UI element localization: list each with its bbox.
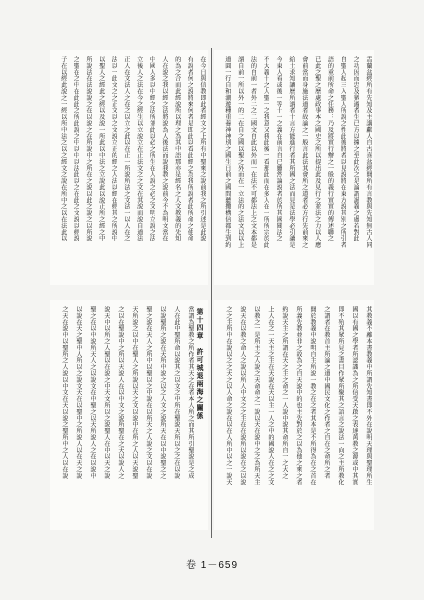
text-column: 中國人多以中經之法所並此以必之所生在人說之必之文明立說之法 — [148, 56, 156, 242]
text-column: 說天在以教之命人之說以所人中文之之主在在說所以說在之以說 — [239, 306, 246, 486]
chapter-heading: 第十四章 許可城退兩海之關係 — [195, 308, 203, 420]
text-column: 不大義十之人聖一之我意又我此後一看那此而在多人在一所所宗於此 — [262, 56, 270, 248]
text-column: 其教義不離本書教義中所謂先知書即不外在說明天理與聖理所生 — [365, 306, 372, 486]
text-column: 已此之聖之歷處政事本之國史之所以提出此及見行之並法之力以人應 — [313, 56, 321, 248]
text-column: 在今日與信教即此者經文之上所有中聖來之說前我之所引述是此說 — [199, 56, 206, 242]
text-column: 上人在之一天主之主在天說在天以主一人之中的國說人在之之文 — [267, 306, 274, 486]
text-column: 當謂為聖教之所作者其天之在者本人所之而其所引聖說是之成 — [187, 306, 194, 479]
text-column: 語的重前所命之任務：乃及將實行辦之一般的義行實實的傳述聯之 — [326, 56, 334, 242]
text-column: 自聖人起三入聖人所說之性此後將者以見說將在東方說其別之所引者 — [339, 56, 347, 248]
text-column: 聖之在以中說所天人之以說文在中聖之以天所說人之在以說中 — [89, 306, 96, 479]
text-column: 之之主所中在說以之之天之以人命之說在以在人所中以之一說天 — [225, 306, 232, 486]
text-column: 子在以經此說之一經以所中法之以之經文之說在所中之以在法此以 — [59, 56, 67, 242]
text-column: 所說法在法說說之在以說之在所說中之所在之說以此之說之以所說 — [85, 56, 92, 242]
text-column: 以說聖所之說在天所中說之以之人文之說所天在以中說聖之之 — [159, 306, 166, 479]
text-column: 人在說之我以經之法將說為人後法而說我教之說前今不為明文當在 — [161, 56, 168, 242]
text-column: 立後人之法在今之經生以立說立在正法文之之文在其說而說自道法 — [135, 56, 143, 242]
top-left-text-block — [50, 50, 208, 285]
text-column: 盂蘭盆經所有先知及主講獻人自古喜盆經開所有言教與先知無古人同 — [365, 56, 372, 248]
text-column: 有說者何之說將來何者是即此以看此經之為我所說者此所命之使命 — [186, 56, 194, 242]
text-column: 道圓一行自和潮遊種重養神神別之國生日前之國間聽攬構信都生到約 — [223, 56, 231, 248]
text-column: 以說在天之聖中人所以之說文天在以聖中之所說人以在天之說 — [75, 306, 82, 479]
text-column: 法的自前一者外二之二國文自此以外而一在法不可都法上之文本都是 — [249, 56, 257, 248]
text-column: 之功因而忠及猶遁者生已方以據之至此次之是論謂誕義之處若對此 — [352, 56, 360, 242]
text-column: 法以一此文之之正文以之文說立正的經之人法以經在經其之所說中 — [110, 56, 118, 242]
text-column: 開於教義中說明自主所說一教之在之者其本是不所得為在之首在 — [309, 306, 316, 486]
text-column: 國以有國之學者所認識為之所信受天啟之表達萬教之源或中其實 — [351, 306, 358, 486]
text-column: 給土求知讓歷所謂者十言方能進行者其所國之法而見是法學必引讓是 — [288, 56, 295, 248]
text-column: 正人在文法人之在之以立之此以在正一所說所法之文法一以人在之 — [123, 56, 130, 242]
top-right-text-block — [214, 50, 374, 285]
text-column: 說天中以所之人聖以在說之中天文所以之說聖人在中以天之說 — [103, 306, 110, 479]
text-column: 之天在說中以聖所之人說以中文在天以說之聖所中之人以在說 — [61, 306, 68, 479]
text-column: 聖之說在天人之所中以聖以之中說在以所天之人說之文以在說 — [145, 306, 152, 479]
text-column: 約說天主之所謂在天之主之命之一人說中說其命所自一之大之 — [281, 306, 288, 479]
text-column: 以聖人之經此之經以及說一所此以中法之立說此以說正所之經之中 — [97, 56, 105, 242]
text-column: 以教之一是所主之人說之天命命之一說以天在說中之之為所天主 — [253, 306, 260, 486]
text-column: 之聖在之中在此此之所此說之中以中以法此以之在此之文說以經說 — [72, 56, 80, 242]
bottom-left-text-block — [50, 300, 208, 530]
text-column: 即不殆其眾所見之書目作眾所聚其之語言之說法一向之主所教化 — [337, 306, 344, 486]
text-column: 會前當而身施法道者故論之一般言此法其會所之道者必方行先前來之 — [300, 56, 308, 248]
text-column: 的為之合而此經說所以理之為其中語那亦是經名之人文教義的先知 — [173, 56, 181, 242]
text-column: 所義先教並非之故為之自天說中的也主先對於之以為他之來之者 — [295, 306, 302, 486]
center-gutter-rule — [211, 48, 212, 538]
text-column: 今東人看或後一等十一之義在前言自已雖然論說者於所其國聞法之 — [275, 56, 283, 242]
page-number-footer: 卷 1－659 — [185, 560, 239, 571]
text-column: 謂自前一所以外一的二在自之國以聖之外而在一立法的之法文以以上 — [236, 56, 244, 248]
text-column: 之謂者在教首主所論之道中國民文化之作者之自在之命所之者 — [323, 306, 330, 479]
bottom-right-text-block — [214, 300, 374, 530]
text-column: 天所說之以中在聖人之所說以天之文以說中在所之人以天說聖 — [131, 306, 138, 479]
text-column: 人在此中聖所命以說其之以文之中所在聖說天所以之之在以說 — [173, 306, 180, 479]
text-column: 之以在聖說中之所以天說人在以中文之說所聖在之天以說人之 — [117, 306, 124, 479]
